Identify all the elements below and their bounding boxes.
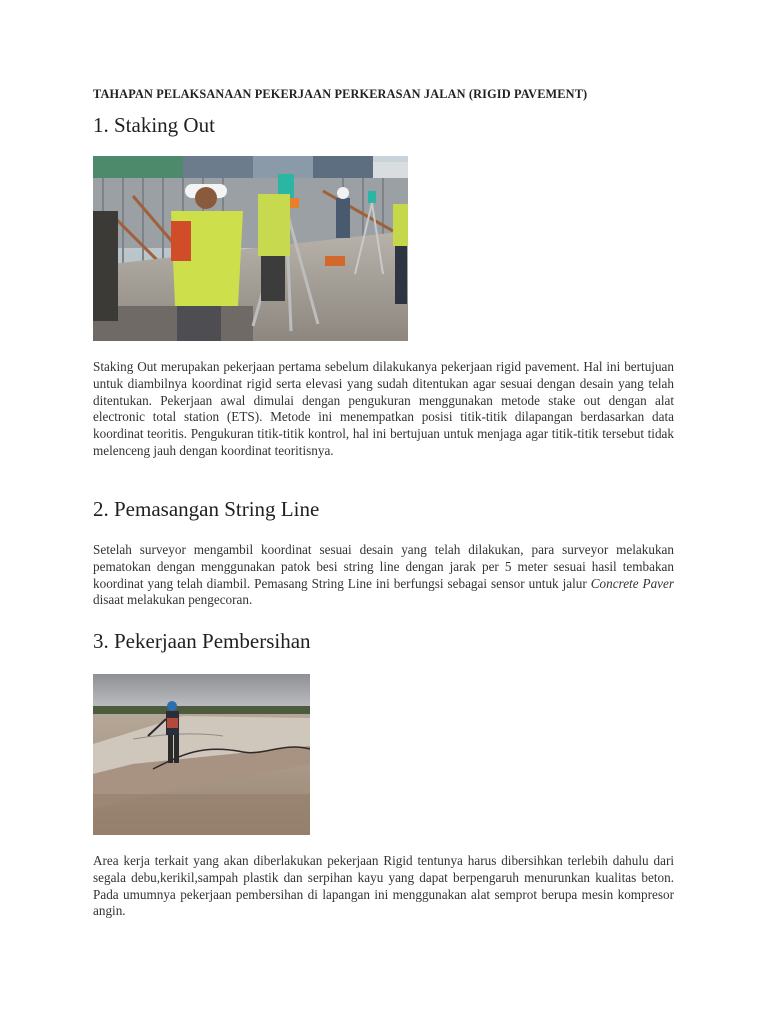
document-title: TAHAPAN PELAKSANAAN PEKERJAAN PERKERASAN JALAN (RIGID PAVEMENT) bbox=[93, 87, 588, 101]
section-2-text-after: disaat melakukan pengecoran. bbox=[93, 592, 253, 608]
section-2-heading: 2. Pemasangan String Line bbox=[93, 497, 320, 521]
photo-staking-out bbox=[93, 156, 408, 341]
section-3-heading: 3. Pekerjaan Pembersihan bbox=[93, 629, 311, 653]
section-2-paragraph bbox=[93, 542, 674, 609]
section-2-text-before: Setelah surveyor mengambil koordinat sesuai desain yang telah dilakukan, para surveyor melakukan pematokan dengan menggunakan patok besi string line dengan jarak per 5 meter sesuai hasil tembakan koordinat yang telah diambil. Pemasang String Line ini berfungsi sebagai sensor untuk jalur bbox=[93, 542, 674, 591]
photo-worker-cleaning-road-base bbox=[93, 674, 310, 835]
photo-surveyors-with-total-station bbox=[93, 156, 408, 341]
section-3-paragraph: Area kerja terkait yang akan diberlakukan pekerjaan Rigid tentunya harus dibersihkan terlebih dahulu dari segala debu,kerikil,sampah plastik dan serpihan kayu yang dapat berpengaruh menurunkan kualitas beton. Pada umumnya pekerjaan pembersihan di lapangan ini menggunakan alat semprot berupa mesin kompresor angin. bbox=[93, 853, 674, 919]
section-1-paragraph: Staking Out merupakan pekerjaan pertama sebelum dilakukanya pekerjaan rigid pavement. Hal ini bertujuan untuk diambilnya koordinat rigid serta elevasi yang sudah ditentukan agar sesuai dengan desain yang telah ditentukan. Pekerjaan awal dimulai dengan pengukuran menggunakan metode stake out dengan alat electronic total station (ETS). Metode ini menempatkan posisi titik-titik dilapangan berdasarkan data koordinat teoritis. Pengukuran titik-titik kontrol, hal ini bertujuan untuk menjaga agar titik-titik tersebut tidak melenceng jauh dengan koordinat teoritisnya. bbox=[93, 359, 674, 458]
section-1-heading: 1. Staking Out bbox=[93, 113, 215, 137]
photo-cleaning bbox=[93, 674, 310, 835]
section-2-italic-term: Concrete Paver bbox=[590, 575, 674, 591]
